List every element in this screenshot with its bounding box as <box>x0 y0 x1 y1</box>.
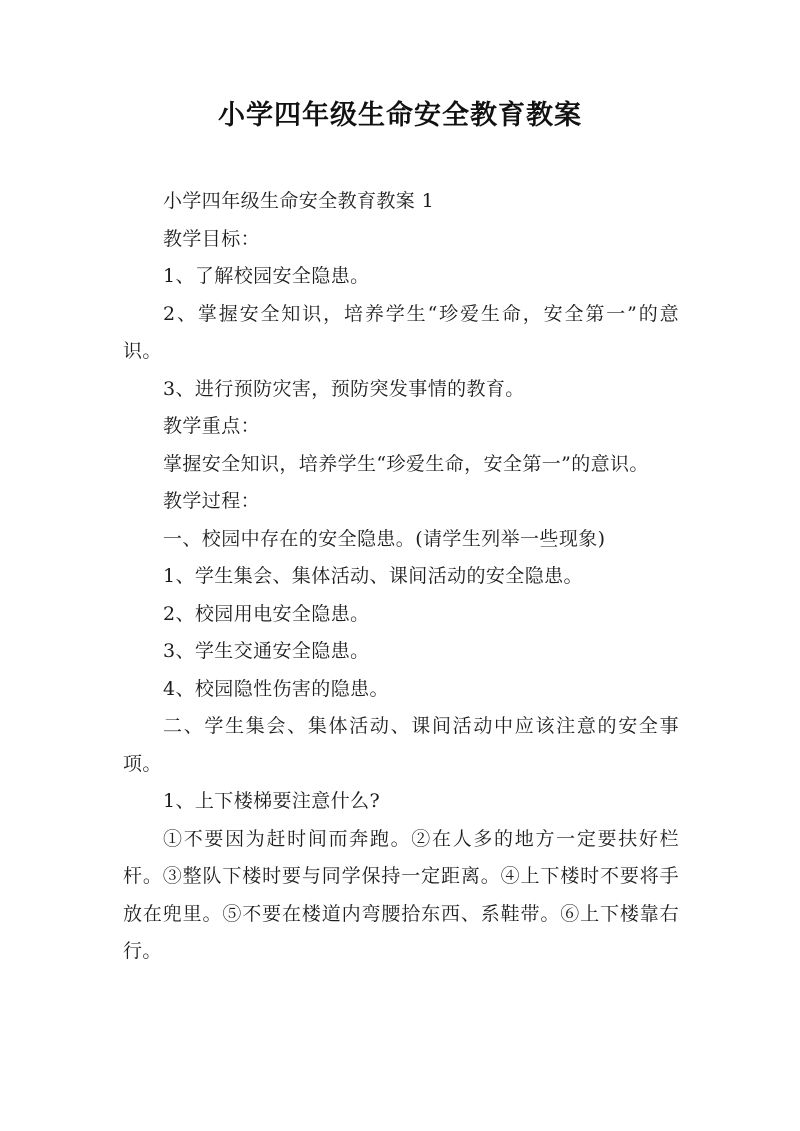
paragraph-stairs-question: 1、上下楼梯要注意什么? <box>163 790 381 812</box>
paragraph-hazard-4: 4、校园隐性伤害的隐患。 <box>163 677 389 700</box>
paragraph-objective-2: 2、掌握安全知识，培养学生“珍爱生命，安全第一”的意识。 <box>123 302 679 362</box>
paragraph-objective-1: 1、了解校园安全隐患。 <box>163 265 370 287</box>
paragraph-process-label: 教学过程： <box>163 490 261 512</box>
document-title: 小学四年级生命安全教育教案 <box>218 100 582 131</box>
paragraph-stairs-rules: ①不要因为赶时间而奔跑。②在人多的地方一定要扶好栏杆。③整队下楼时要与同学保持一定距离。④上下楼时不要将手放在兜里。⑤不要在楼道内弯腰拾东西、系鞋带。⑥上下楼靠右行。 <box>123 827 679 962</box>
paragraph-focus-label: 教学重点： <box>163 415 261 437</box>
paragraph-hazard-2: 2、校园用电安全隐患。 <box>163 602 370 625</box>
paragraph-hazard-1: 1、学生集会、集体活动、课间活动的安全隐患。 <box>163 565 583 587</box>
paragraph-hazard-3: 3、学生交通安全隐患。 <box>163 640 370 662</box>
paragraph-section-1: 一、校园中存在的安全隐患。(请学生列举一些现象) <box>163 527 606 550</box>
paragraph-focus-text: 掌握安全知识，培养学生“珍爱生命，安全第一”的意识。 <box>163 452 649 475</box>
paragraph-objectives-label: 教学目标： <box>163 227 261 250</box>
paragraph-lesson-heading: 小学四年级生命安全教育教案 1 <box>163 190 435 212</box>
document-body <box>123 183 679 971</box>
paragraph-objective-3: 3、进行预防灾害，预防突发事情的教育。 <box>163 377 525 400</box>
paragraph-section-2: 二、学生集会、集体活动、课间活动中应该注意的安全事项。 <box>123 715 679 775</box>
